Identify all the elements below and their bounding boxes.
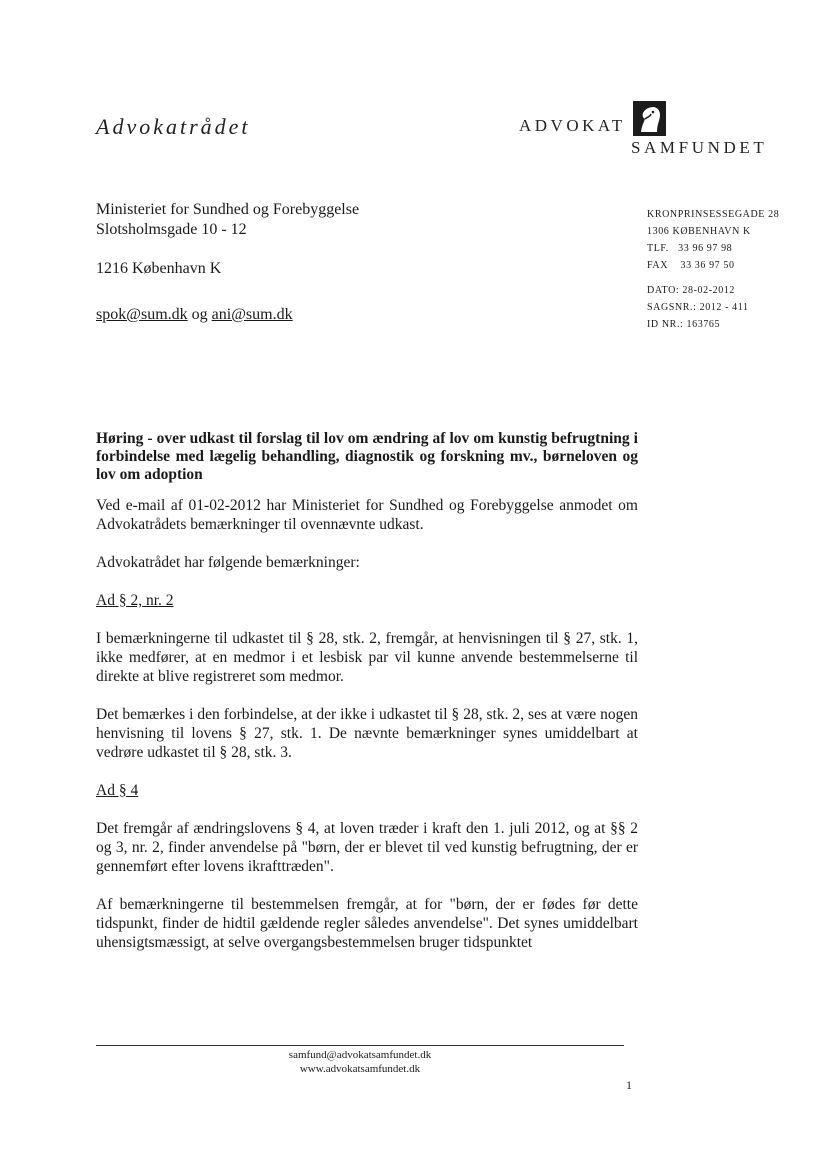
paragraph-remarks-intro: Advokatrådet har følgende bemærkninger:	[96, 554, 360, 571]
footer-email[interactable]: samfund@advokatsamfundet.dk	[288, 1049, 432, 1061]
sender-info	[647, 206, 779, 333]
footer-website[interactable]: www.advokatsamfundet.dk	[299, 1063, 421, 1075]
recipient-emails	[96, 305, 359, 325]
email-link-ani[interactable]: ani@sum.dk	[211, 306, 293, 323]
page-number: 1	[626, 1078, 632, 1092]
letter-date: DATO: 28-02-2012	[647, 285, 736, 296]
brand-title: Advokatrådet	[96, 114, 251, 139]
logo-text-samfundet: SAMFUNDET	[631, 138, 768, 157]
paragraph-section-4-a: Det fremgår af ændringslovens § 4, at loven træder i kraft den 1. juli 2012, og at §§ 2 og 3, nr. 2, finder anvendelse på "børn, der er blevet til ved kunstig befrugtning, der er gennemført efter lovens ikrafttræden".	[96, 820, 638, 875]
paragraph-section-2-a: I bemærkningerne til udkastet til § 28, stk. 2, fremgår, at henvisningen til § 27, stk. 1, ikke medfører, at en medmor i et lesbisk par vil kunne anvende bestemmelserne til direkte at blive registreret som medmor.	[96, 630, 638, 685]
recipient-city: 1216 København K	[96, 260, 222, 277]
sender-postal: 1306 KØBENHAVN K	[647, 226, 751, 237]
recipient-name: Ministeriet for Sundhed og Forebyggelse	[96, 201, 360, 218]
letter-subject: Høring - over udkast til forslag til lov om ændring af lov om kunstig befrugtning i forbindelse med lægelig behandling, diagnostik og forskning mv., børneloven og lov om adoption	[96, 430, 638, 483]
paragraph-intro: Ved e-mail af 01-02-2012 har Ministeriet for Sundhed og Forebyggelse anmodet om Advokatrådets bemærkninger til ovennævnte udkast.	[96, 497, 638, 533]
section-heading-4: Ad § 4	[96, 782, 139, 799]
paragraph-section-4-b: Af bemærkningerne til bestemmelsen fremgår, at for "børn, der er fødes før dette tidspunkt, finder de hidtil gældende regler således anvendelse". Det synes umiddelbart uhensigtsmæssigt, at selve overgangsbestemmelsen bruger tidspunktet	[96, 896, 638, 951]
id-number: ID NR.: 163765	[647, 319, 721, 330]
letter-body	[96, 496, 638, 971]
sender-address: KRONPRINSESSEGADE 28	[647, 209, 780, 220]
recipient-street: Slotsholmsgade 10 - 12	[96, 221, 247, 238]
section-heading-2-2: Ad § 2, nr. 2	[96, 592, 174, 609]
logo-text-advokat: ADVOKAT	[519, 116, 626, 135]
email-link-spok[interactable]: spok@sum.dk	[96, 306, 188, 323]
paragraph-section-2-b: Det bemærkes i den forbindelse, at der ikke i udkastet til § 28, stk. 2, ses at være nogen henvisning til lovens § 27, stk. 1. De nævnte bemærkninger synes umiddelbart at vedrøre udkastet til § 28, stk. 3.	[96, 706, 638, 761]
footer-divider	[96, 1045, 624, 1046]
sender-phone: TLF. 33 96 97 98	[647, 243, 733, 254]
footer	[96, 1048, 624, 1076]
email-joiner: og	[187, 306, 212, 323]
recipient-address	[96, 200, 359, 325]
knight-head-logo-icon	[633, 101, 666, 136]
case-number: SAGSNR.: 2012 - 411	[647, 302, 749, 313]
sender-fax: FAX 33 36 97 50	[647, 260, 735, 271]
